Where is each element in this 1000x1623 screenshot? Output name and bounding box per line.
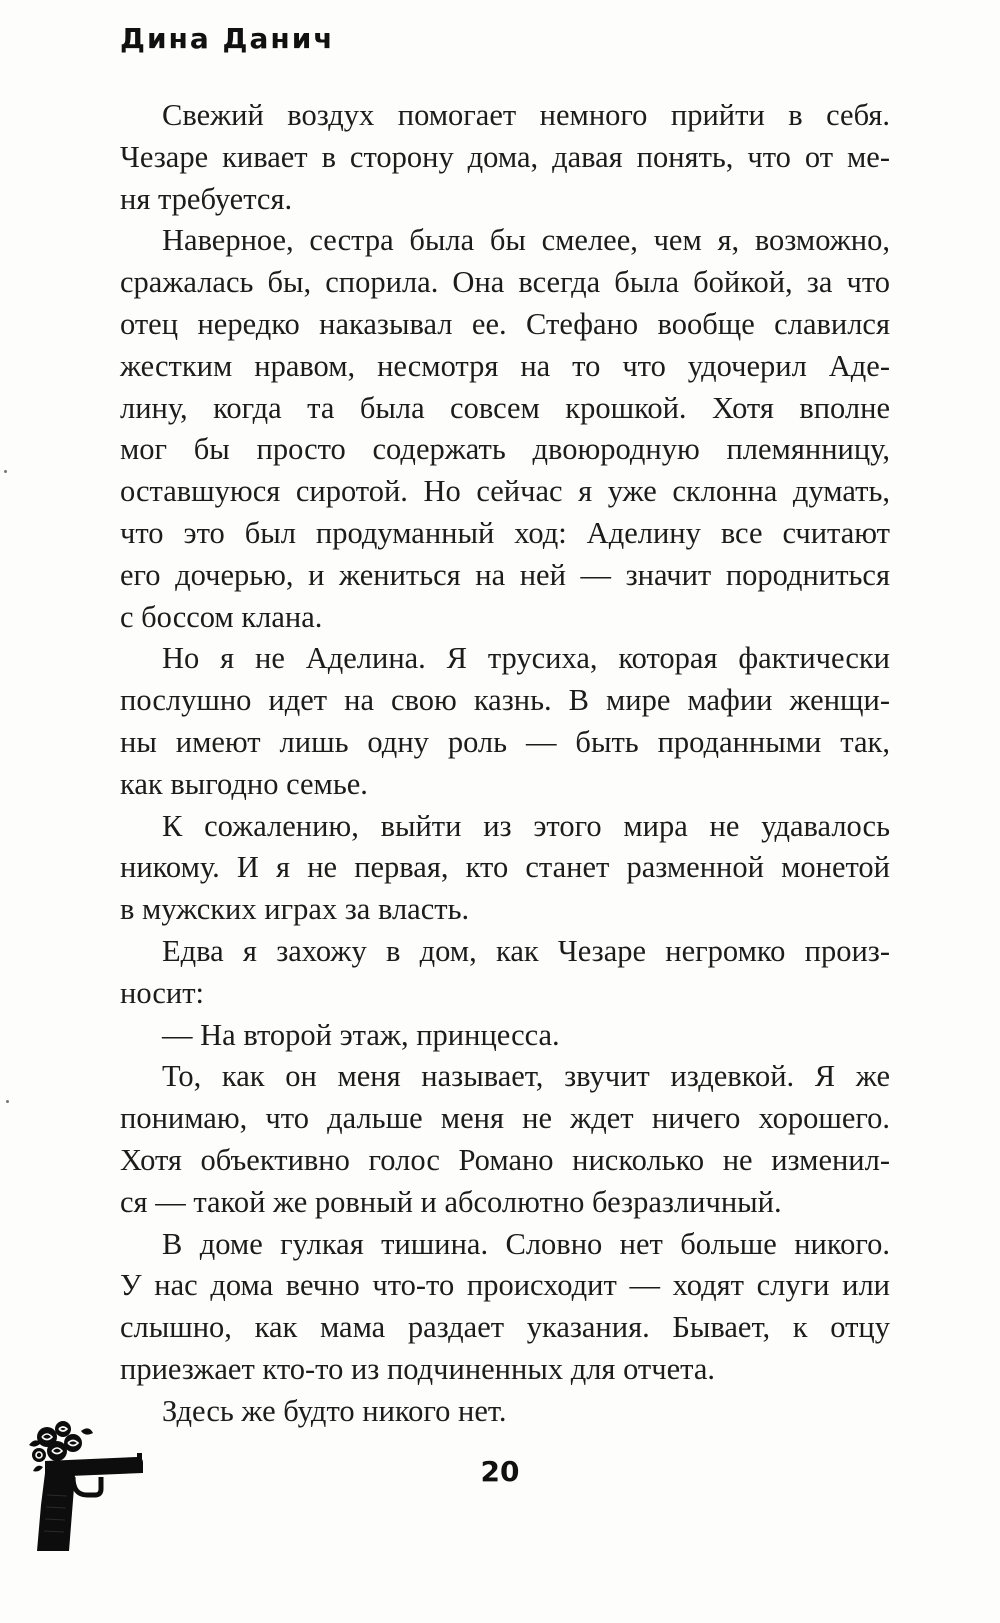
text-line: его дочерью, и жениться на ней — значит породниться	[120, 557, 890, 592]
text-line: В доме гулкая тишина. Словно нет больше никого.	[162, 1226, 890, 1261]
text-line: То, как он меня называет, звучит издевкой. Я же	[162, 1059, 890, 1094]
body-text	[120, 95, 890, 1433]
text-line: Едва я захожу в дом, как Чезаре негромко произ-	[162, 933, 890, 968]
text-line: жестким нравом, несмотря на то что удочерил Аде-	[120, 348, 890, 383]
text-line: Свежий воздух помогает немного прийти в себя.	[162, 98, 890, 132]
text-line: слышно, как мама раздает указания. Бывает, к отцу	[120, 1310, 890, 1345]
text-line: в мужских играх за власть.	[120, 892, 470, 927]
text-line: мог бы просто содержать двоюродную племянницу,	[120, 432, 890, 467]
text-line: как выгодно семье.	[120, 766, 368, 801]
text-line: Здесь же будто никого нет.	[162, 1393, 507, 1428]
text-line: Наверное, сестра была бы смелее, чем я, возможно,	[162, 223, 890, 258]
text-line: — На второй этаж, принцесса.	[162, 1017, 560, 1052]
text-line: Хотя объективно голос Романо нисколько не изменил-	[120, 1142, 890, 1177]
text-line: приезжает кто-то из подчиненных для отчета.	[120, 1351, 716, 1386]
text-line: носит:	[120, 975, 204, 1010]
text-line: с боссом клана.	[120, 599, 323, 634]
text-line: понимаю, что дальше меня не ждет ничего хорошего.	[120, 1101, 890, 1136]
text-line: что это был продуманный ход: Аделину все считают	[120, 515, 890, 550]
text-line: Чезаре кивает в сторону дома, давая понять, что от ме-	[120, 139, 890, 174]
text-line: К сожалению, выйти из этого мира не удавалось	[162, 808, 890, 843]
scan-speck	[6, 1100, 9, 1103]
text-line: Но я не Аделина. Я трусиха, которая фактически	[162, 641, 890, 676]
running-head-author: Дина Данич	[120, 22, 335, 55]
text-line: У нас дома вечно что-то происходит — ходят слуги или	[120, 1268, 890, 1303]
text-line: оставшуюся сиротой. Но сейчас я уже склонна думать,	[120, 474, 890, 509]
text-line: лину, когда та была совсем крошкой. Хотя вполне	[120, 390, 890, 425]
text-line: ны имеют лишь одну роль — быть проданными так,	[120, 724, 890, 759]
text-line: отец нередко наказывал ее. Стефано вообще славился	[120, 306, 890, 341]
text-line: сражалась бы, спорила. Она всегда была бойкой, за что	[120, 265, 890, 300]
text-line: ня требуется.	[120, 181, 293, 216]
text-line: никому. И я не первая, кто станет разменной монетой	[120, 850, 890, 885]
page-number: 20	[480, 1455, 520, 1488]
scan-speck	[4, 470, 7, 473]
text-line: ся — такой же ровный и абсолютно безразличный.	[120, 1184, 782, 1219]
text-line: послушно идет на свою казнь. В мире мафии женщи-	[120, 683, 890, 718]
